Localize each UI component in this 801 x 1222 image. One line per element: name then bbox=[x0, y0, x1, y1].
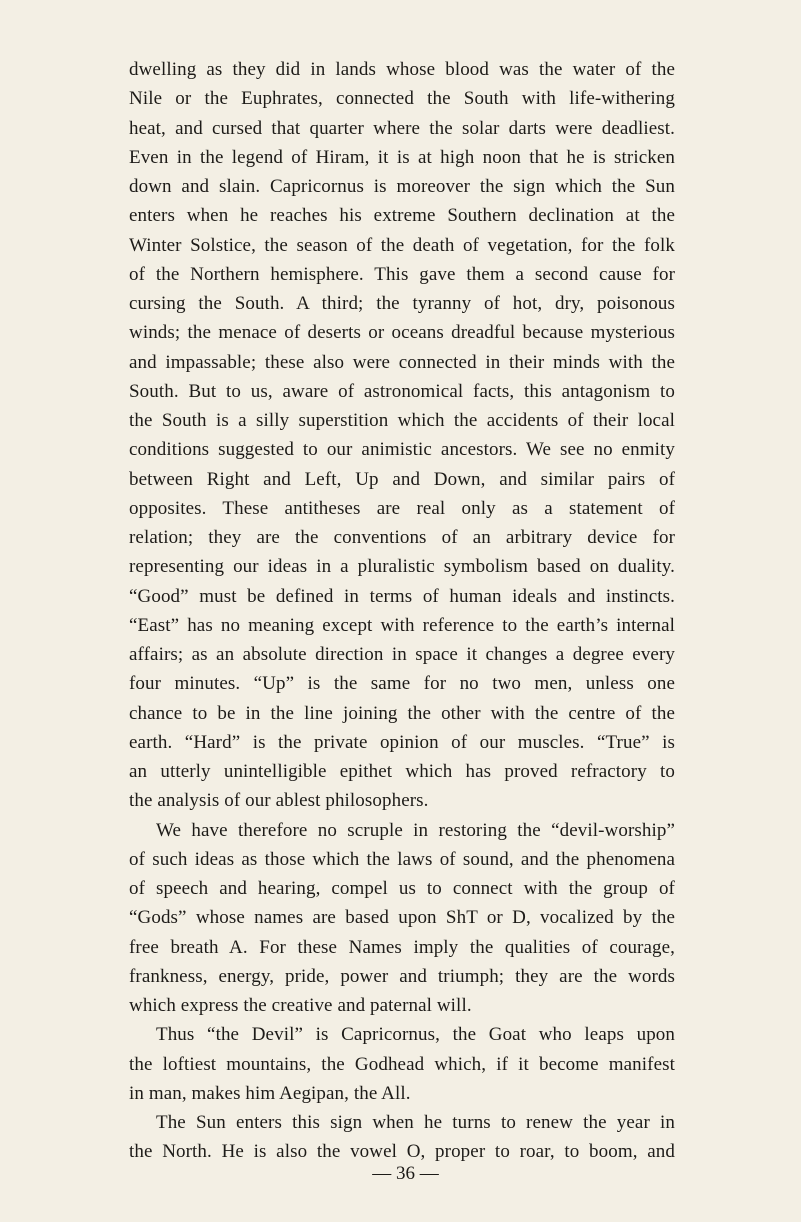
text-line: the analysis of our ablest philosophers. bbox=[129, 790, 429, 812]
text-line: four minutes. “Up” is the same for no two men, unless one bbox=[129, 673, 675, 695]
text-line: Winter Solstice, the season of the death of vegetation, for the folk bbox=[129, 234, 675, 256]
text-line: an utterly unintelligible epithet which has proved refractory to bbox=[129, 761, 675, 782]
text-line: the South is a silly superstition which the accidents of their local bbox=[129, 410, 675, 431]
text-line: opposites. These antitheses are real only as a statement of bbox=[129, 497, 675, 519]
text-line: “East” has no meaning except with reference to the earth’s internal bbox=[129, 614, 675, 636]
text-line: of such ideas as those which the laws of sound, and the phenomena bbox=[129, 848, 675, 870]
text-line: chance to be in the line joining the other with the centre of the bbox=[129, 702, 675, 724]
text-line: the North. He is also the vowel O, proper to roar, to boom, and bbox=[129, 1141, 675, 1163]
text-line: which express the creative and paternal will. bbox=[129, 995, 472, 1016]
text-line: South. But to us, aware of astronomical facts, this antagonism to bbox=[129, 380, 675, 402]
text-line: and impassable; these also were connected in their minds with the bbox=[129, 351, 675, 373]
text-line: frankness, energy, pride, power and triumph; they are the words bbox=[129, 965, 675, 987]
text-line: of the Northern hemisphere. This gave them a second cause for bbox=[129, 263, 675, 285]
text-line: enters when he reaches his extreme Southern declination at the bbox=[129, 205, 675, 227]
text-line: affairs; as an absolute direction in space it changes a degree every bbox=[129, 644, 675, 665]
text-line: relation; they are the conventions of an arbitrary device for bbox=[129, 527, 675, 548]
text-line: earth. “Hard” is the private opinion of our muscles. “True” is bbox=[129, 731, 675, 753]
text-line: conditions suggested to our animistic ancestors. We see no enmity bbox=[129, 439, 675, 461]
text-line: in man, makes him Aegipan, the All. bbox=[129, 1082, 411, 1104]
text-line: free breath A. For these Names imply the qualities of courage, bbox=[129, 936, 675, 958]
page-number: — 36 — bbox=[372, 1163, 439, 1184]
text-line: Even in the legend of Hiram, it is at high noon that he is stricken bbox=[129, 146, 675, 168]
text-line: Nile or the Euphrates, connected the South with life-withering bbox=[129, 88, 675, 110]
text-line: heat, and cursed that quarter where the solar darts were deadliest. bbox=[129, 117, 675, 139]
text-line: The Sun enters this sign when he turns to renew the year in bbox=[156, 1112, 675, 1133]
text-line: down and slain. Capricornus is moreover the sign which the Sun bbox=[129, 176, 675, 197]
body-text bbox=[129, 55, 675, 1167]
text-line: winds; the menace of deserts or oceans dreadful because mysterious bbox=[129, 322, 675, 344]
text-line: dwelling as they did in lands whose blood was the water of the bbox=[129, 59, 675, 80]
text-line: between Right and Left, Up and Down, and similar pairs of bbox=[129, 468, 675, 490]
text-line: Thus “the Devil” is Capricornus, the Goat who leaps upon bbox=[156, 1024, 675, 1046]
text-line: “Gods” whose names are based upon ShT or D, vocalized by the bbox=[129, 907, 675, 929]
text-line: the loftiest mountains, the Godhead which, if it become manifest bbox=[129, 1053, 675, 1075]
text-line: We have therefore no scruple in restoring the “devil-worship” bbox=[156, 819, 675, 841]
text-line: cursing the South. A third; the tyranny of hot, dry, poisonous bbox=[129, 293, 675, 314]
text-line: of speech and hearing, compel us to connect with the group of bbox=[129, 878, 675, 899]
text-line: representing our ideas in a pluralistic symbolism based on duality. bbox=[129, 556, 675, 578]
text-line: “Good” must be defined in terms of human ideals and instincts. bbox=[129, 585, 675, 607]
